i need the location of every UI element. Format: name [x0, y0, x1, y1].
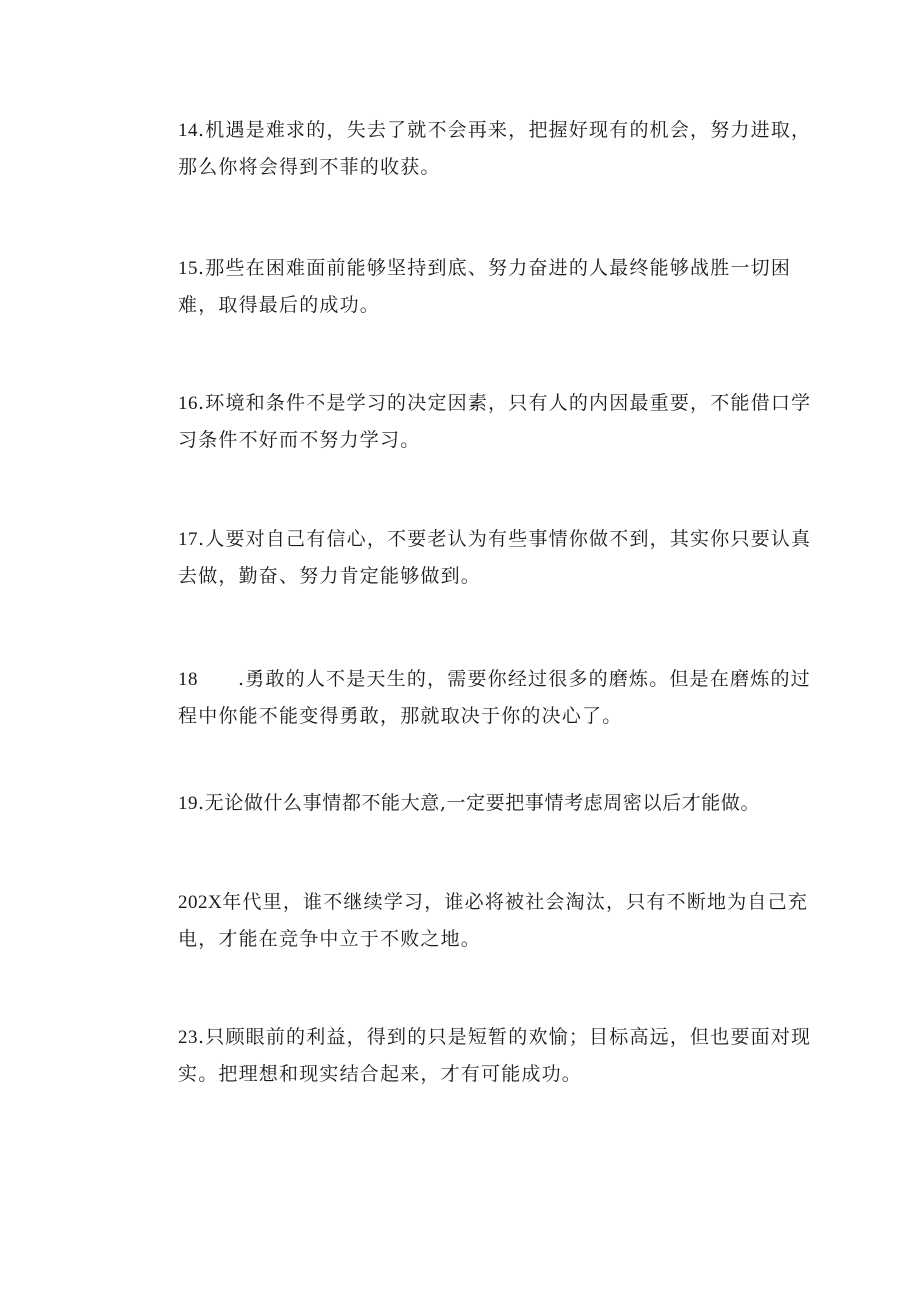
item-separator: .	[198, 119, 206, 141]
item-separator: .	[198, 528, 206, 550]
paragraph-text: 勇敢的人不是天生的，需要你经过很多的磨炼。但是在磨炼的过程中你能不能变得勇敢，那就取决于你的决心了。	[178, 668, 811, 727]
paragraph-text: 人要对自己有信心，不要老认为有些事情你做不到，其实你只要认真去做，勤奋、努力肯定能够做到。	[178, 528, 812, 587]
item-number: 18	[178, 669, 198, 690]
item-number: 202X	[178, 892, 223, 913]
item-number: 17	[178, 529, 198, 550]
item-number: 16	[178, 393, 198, 414]
item-separator: .	[198, 392, 206, 414]
paragraph-16	[138, 385, 826, 458]
item-number: 19	[178, 793, 198, 814]
paragraph-text: 环境和条件不是学习的决定因素，只有人的内因最重要，不能借口学习条件不好而不努力学习。	[178, 392, 812, 451]
paragraph-text: 机遇是难求的，失去了就不会再来，把握好现有的机会，努力进取，那么你将会得到不菲的收获。	[178, 119, 812, 178]
paragraph-text: 无论做什么事情都不能大意,一定要把事情考虑周密以后才能做。	[204, 792, 761, 814]
paragraph-23	[138, 1019, 826, 1092]
paragraph-19	[138, 785, 838, 822]
paragraph-17	[138, 521, 826, 594]
paragraph-14	[138, 112, 826, 185]
paragraph-18	[138, 661, 826, 734]
item-separator: .	[198, 1026, 206, 1048]
paragraph-202x	[138, 884, 826, 957]
paragraph-text: 只顾眼前的利益，得到的只是短暂的欢愉；目标高远，但也要面对现实。把理想和现实结合起来，才有可能成功。	[178, 1026, 812, 1085]
item-separator: .	[238, 668, 246, 690]
item-separator: .	[198, 792, 205, 814]
item-separator: .	[198, 257, 206, 279]
item-number: 14	[178, 120, 198, 141]
item-number: 15	[178, 258, 198, 279]
paragraph-text: 年代里，谁不继续学习，谁必将被社会淘汰，只有不断地为自己充电，才能在竞争中立于不败之地。	[178, 891, 809, 950]
item-number: 23	[178, 1027, 198, 1048]
paragraph-15	[138, 250, 826, 323]
paragraph-text: 那些在困难面前能够坚持到底、努力奋进的人最终能够战胜一切困难，取得最后的成功。	[178, 257, 792, 316]
